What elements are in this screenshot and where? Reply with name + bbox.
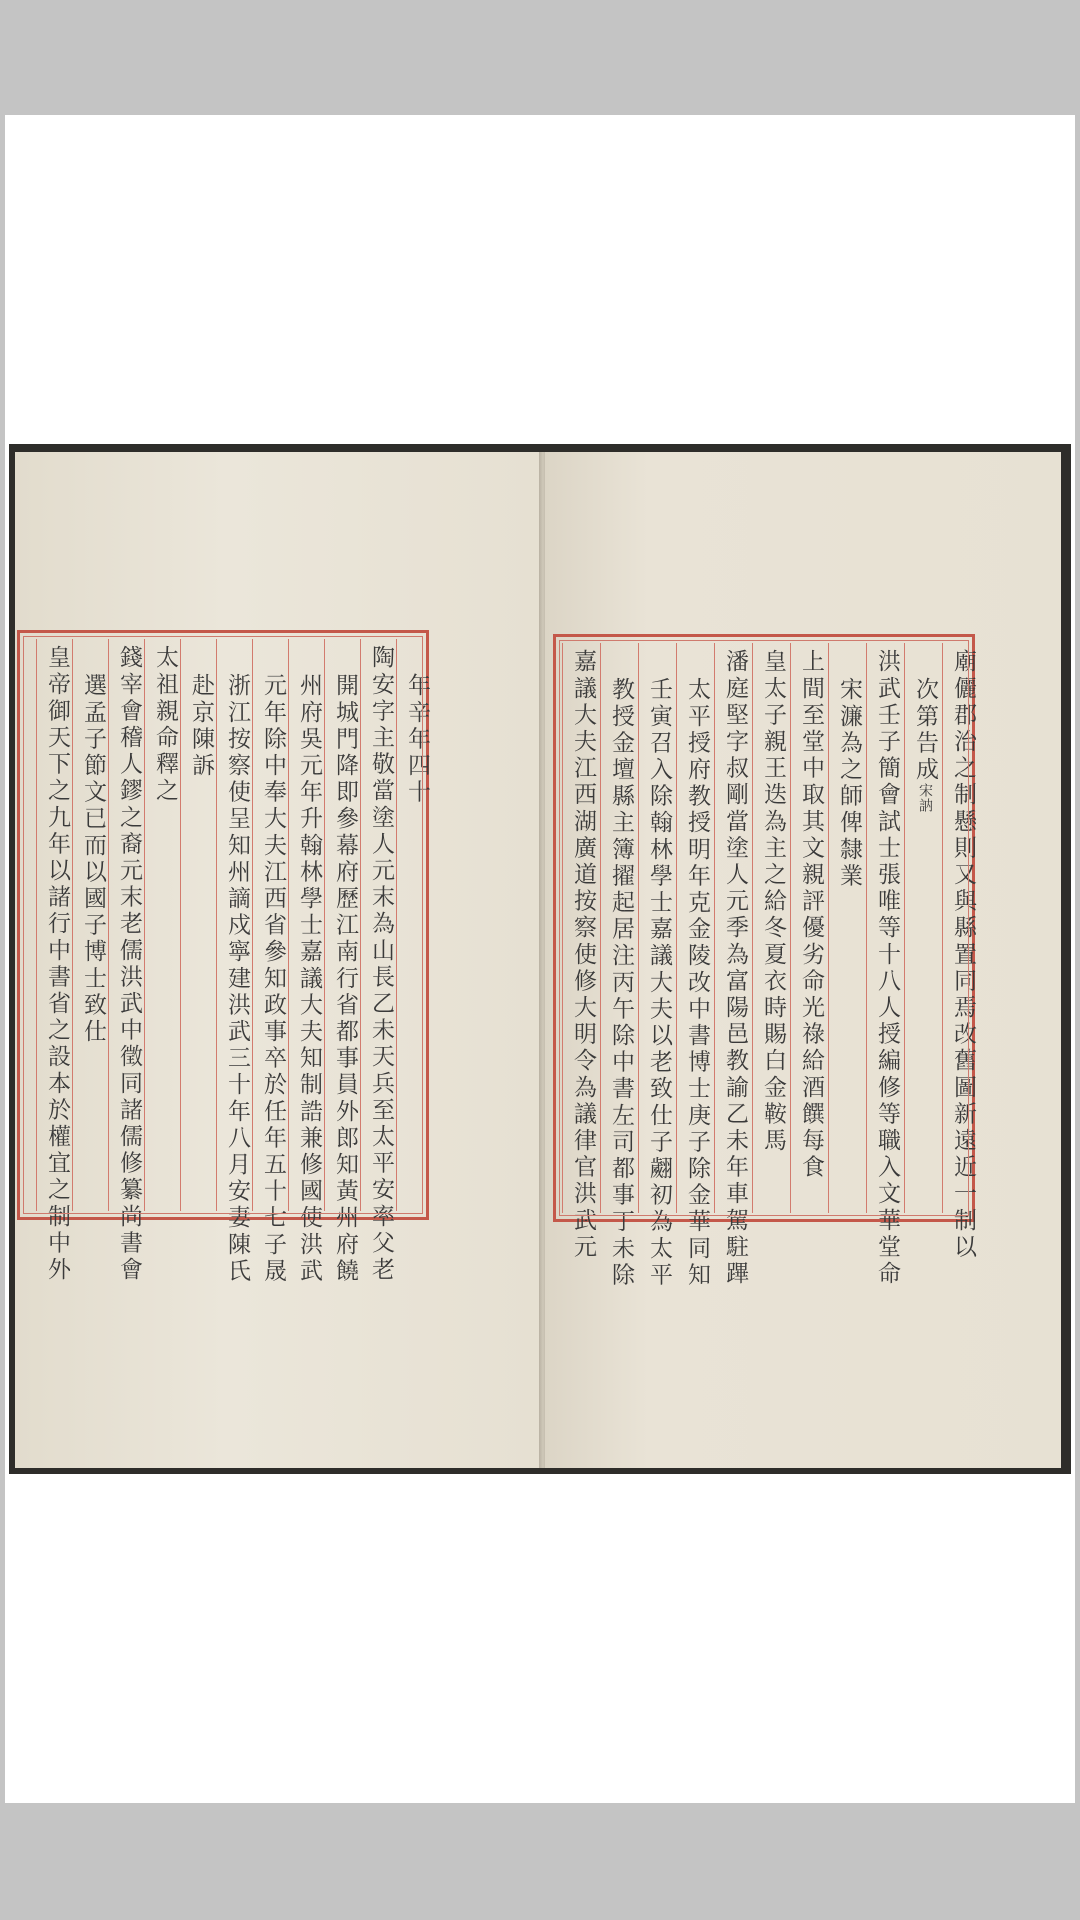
document-viewer xyxy=(5,115,1075,1803)
right-column-4 xyxy=(676,643,716,1289)
column-text: 嘉議大夫江西湖廣道按察使修大明令為議律官洪武元 xyxy=(570,649,596,1261)
left-column-10 xyxy=(360,639,400,1284)
right-column-3 xyxy=(638,643,678,1289)
column-text: 浙江按察使呈知州謫戍寧建洪武三十年八月安妻陳氏 xyxy=(224,673,250,1285)
left-page xyxy=(15,452,545,1468)
column-text: 太平授府教授明年克金陵改中書博士庚子除金華同知 xyxy=(684,677,710,1289)
column-text: 宋濂為之師俾隸業 xyxy=(836,677,862,890)
column-text: 壬寅召入除翰林學士嘉議大夫以老致仕子翽初為太平 xyxy=(646,677,672,1289)
left-page-border xyxy=(17,630,430,1285)
right-column-11 xyxy=(942,643,982,1261)
scanned-book-spread xyxy=(9,444,1071,1474)
left-column-1 xyxy=(36,639,76,1284)
right-column-2 xyxy=(600,643,640,1289)
right-page-border xyxy=(553,634,976,1289)
column-text: 潘庭堅字叔剛當塗人元季為富陽邑教諭乙未年車駕駐蹕 xyxy=(722,649,748,1288)
left-column-2 xyxy=(72,639,112,1211)
column-text: 赴京陳訴 xyxy=(188,673,214,780)
column-text: 陶安字主敬當塗人元末為山長乙未天兵至太平安率父老 xyxy=(368,645,394,1284)
column-text: 皇太子親王迭為主之給冬夏衣時賜白金鞍馬 xyxy=(760,649,786,1155)
interlinear-note: 宋訥 xyxy=(917,783,933,814)
right-page xyxy=(545,452,1061,1468)
right-column-9 xyxy=(866,643,906,1288)
column-text: 洪武壬子簡會試士張唯等十八人授編修等職入文華堂命 xyxy=(874,649,900,1288)
right-column-6 xyxy=(752,643,792,1213)
right-column-1 xyxy=(562,643,602,1261)
column-text: 教授金壇縣主簿擢起居注丙午除中書左司都事丁未除 xyxy=(608,677,634,1289)
column-text: 州府吳元年升翰林學士嘉議大夫知制誥兼修國使洪武 xyxy=(296,673,322,1285)
column-text: 開城門降即參幕府歷江南行省都事員外郎知黃州府饒 xyxy=(332,673,358,1285)
column-main-text: 次第告成 xyxy=(912,677,938,784)
column-text: 選孟子節文已而以國子博士致仕 xyxy=(80,673,106,1046)
right-column-8 xyxy=(828,643,868,1213)
left-column-4 xyxy=(144,639,184,1211)
right-column-5 xyxy=(714,643,754,1288)
left-column-5 xyxy=(180,639,220,1211)
column-text xyxy=(909,677,941,813)
left-column-11 xyxy=(396,639,436,1211)
column-text: 太祖親命釋之 xyxy=(152,645,178,805)
column-text: 皇帝御天下之九年以諸行中書省之設本於權宜之制中外 xyxy=(44,645,70,1284)
column-text: 年辛年四十 xyxy=(404,673,430,806)
right-column-10 xyxy=(904,643,944,1213)
column-text: 上間至堂中取其文親評優劣命光祿給酒饌每食 xyxy=(798,649,824,1181)
right-column-7 xyxy=(790,643,830,1213)
column-text: 廟儷郡治之制懸則又與縣置同焉改舊圖新遠近一制以 xyxy=(950,649,976,1261)
left-column-7 xyxy=(252,639,292,1285)
left-column-9 xyxy=(324,639,364,1285)
left-column-6 xyxy=(216,639,256,1285)
left-column-3 xyxy=(108,639,148,1284)
left-column-8 xyxy=(288,639,328,1285)
column-text: 元年除中奉大夫江西省參知政事卒於任年五十七子晟 xyxy=(260,673,286,1285)
column-text: 錢宰會稽人鏐之裔元末老儒洪武中徵同諸儒修纂尚書會 xyxy=(116,645,142,1284)
